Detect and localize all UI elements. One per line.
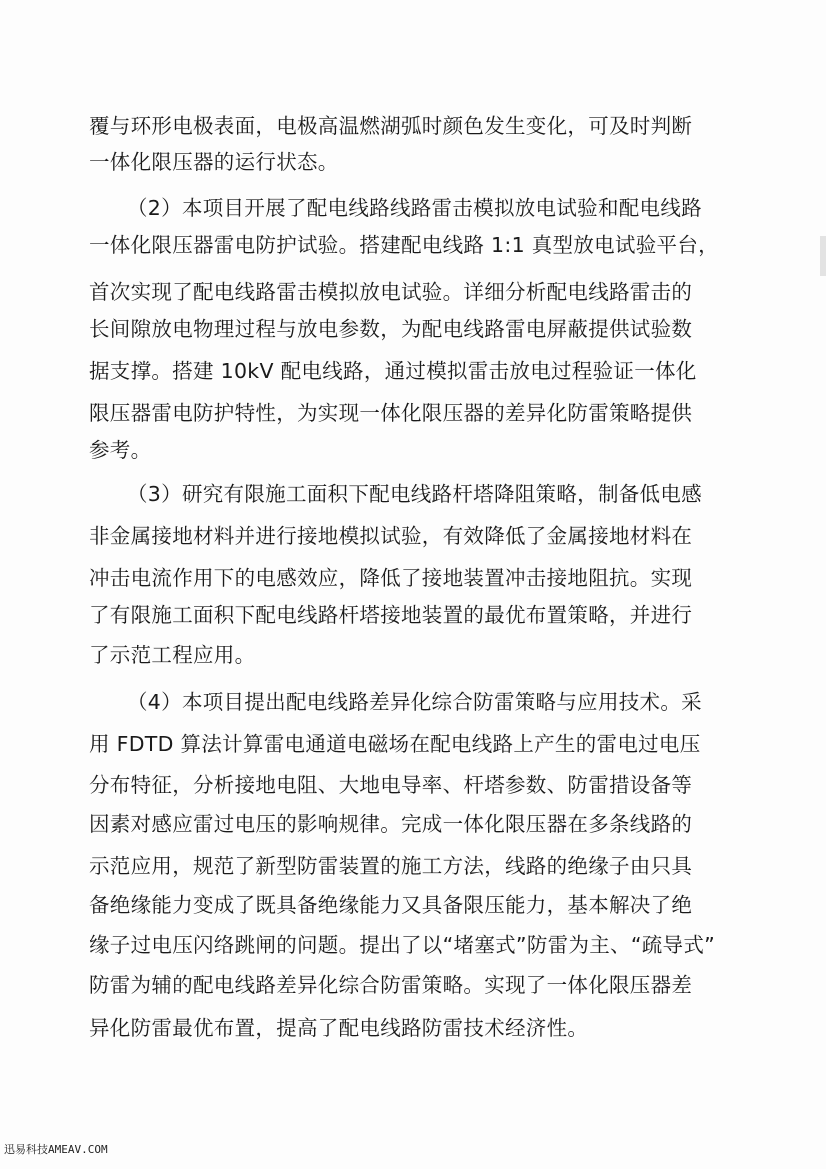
- paragraph-2-line-1: （2）本项目开展了配电线路线路雷击模拟放电试验和配电线路: [127, 196, 702, 220]
- text-line-22: 防雷为辅的配电线路差异化综合防雷策略。实现了一体化限压器差: [89, 973, 693, 997]
- scan-edge-mark: [820, 236, 826, 276]
- text-line-7: 据支撑。搭建 10kV 配电线路，通过模拟雷击放电过程验证一体化: [89, 359, 697, 383]
- text-line-11: 非金属接地材料并进行接地模拟试验，有效降低了金属接地材料在: [89, 524, 693, 548]
- text-line-4: 一体化限压器雷电防护试验。搭建配电线路 1:1 真型放电试验平台，: [89, 233, 719, 257]
- paragraph-3-line-1: （3）研究有限施工面积下配电线路杆塔降阻策略，制备低电感: [127, 482, 702, 506]
- text-line-18: 因素对感应雷过电压的影响规律。完成一体化限压器在多条线路的: [89, 812, 693, 836]
- text-line-8: 限压器雷电防护特性，为实现一体化限压器的差异化防雷策略提供: [89, 401, 693, 425]
- text-line-6: 长间隙放电物理过程与放电参数，为配电线路雷电屏蔽提供试验数: [89, 317, 693, 341]
- text-line-17: 分布特征，分析接地电阻、大地电导率、杆塔参数、防雷措设备等: [89, 773, 693, 797]
- text-line-23: 异化防雷最优布置，提高了配电线路防雷技术经济性。: [89, 1016, 589, 1040]
- text-line-12: 冲击电流作用下的电感效应，降低了接地装置冲击接地阻抗。实现: [89, 566, 693, 590]
- text-line-9: 参考。: [89, 438, 152, 462]
- text-line-16: 用 FDTD 算法计算雷电通道电磁场在配电线路上产生的雷电过电压: [89, 732, 701, 756]
- text-line-1: 覆与环形电极表面，电极高温燃湖弧时颜色发生变化，可及时判断: [89, 114, 693, 138]
- text-line-14: 了示范工程应用。: [89, 643, 256, 667]
- text-line-21: 缘子过电压闪络跳闸的问题。提出了以“堵塞式”防雷为主、“疏导式”: [89, 933, 716, 957]
- watermark-text: 迅易科技AMEAV.COM: [4, 1143, 108, 1156]
- paragraph-4-line-1: （4）本项目提出配电线路差异化综合防雷策略与应用技术。采: [127, 690, 702, 714]
- text-line-19: 示范应用，规范了新型防雷装置的施工方法，线路的绝缘子由只具: [89, 854, 693, 878]
- text-line-5: 首次实现了配电线路雷击模拟放电试验。详细分析配电线路雷击的: [89, 280, 693, 304]
- text-line-13: 了有限施工面积下配电线路杆塔接地装置的最优布置策略，并进行: [89, 603, 693, 627]
- text-line-20: 备绝缘能力变成了既具备绝缘能力又具备限压能力，基本解决了绝: [89, 893, 693, 917]
- text-line-2: 一体化限压器的运行状态。: [89, 150, 339, 174]
